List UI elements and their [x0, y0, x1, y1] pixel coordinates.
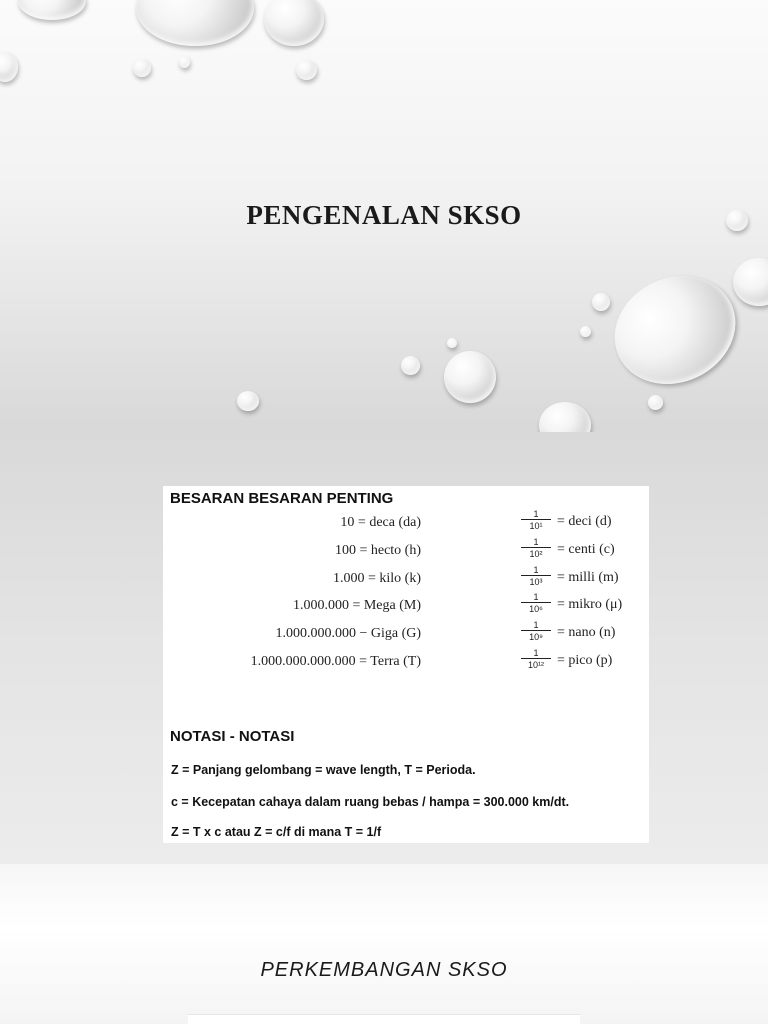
- water-droplet: [264, 0, 324, 46]
- water-droplet: [597, 257, 753, 404]
- water-droplet: [580, 326, 591, 337]
- water-droplet: [447, 338, 457, 348]
- slide-image: [163, 486, 649, 843]
- water-droplet: [592, 293, 610, 311]
- section-heading-notasi: NOTASI - NOTASI: [170, 728, 295, 745]
- prefix-fraction-name: = centi (c): [557, 542, 615, 557]
- prefix-row: [163, 648, 649, 674]
- slide-image-edge: [188, 1014, 580, 1024]
- slide-title: PENGENALAN SKSO: [246, 200, 522, 230]
- title-slide: [0, 0, 768, 432]
- prefix-multiple: 100 = hecto (h): [334, 543, 421, 558]
- water-droplet: [0, 52, 18, 82]
- prefix-multiple: 1.000 = kilo (k): [333, 571, 421, 586]
- prefix-row: [163, 565, 649, 591]
- content-slide: [0, 432, 768, 864]
- prefix-fraction: $\frac{1}{\text{10¹}}$: [521, 509, 551, 531]
- next-slide: [0, 864, 768, 1024]
- prefix-fraction-name: = milli (m): [557, 570, 619, 585]
- water-droplet: [179, 56, 190, 68]
- water-droplet: [648, 395, 663, 410]
- prefix-multiple: 1.000.000.000.000 = Terra (T): [250, 654, 421, 669]
- prefix-fraction: $\frac{1}{\text{10¹²}}$: [521, 648, 551, 670]
- water-droplet: [733, 258, 768, 306]
- prefix-fraction-name: = pico (p): [557, 653, 613, 668]
- section-heading-besaran: BESARAN BESARAN PENTING: [170, 490, 394, 507]
- water-droplet: [539, 402, 591, 432]
- water-droplet: [133, 59, 151, 77]
- water-droplet: [136, 0, 254, 46]
- prefix-fraction-name: = nano (n): [557, 625, 616, 640]
- prefix-row: [163, 509, 649, 535]
- prefix-multiple: 10 = deca (da): [340, 515, 421, 530]
- prefix-fraction-name: = deci (d): [557, 514, 612, 529]
- prefix-multiple: 1.000.000 = Mega (M): [292, 598, 421, 613]
- notation-line: Z = T x c atau Z = c/f di mana T = 1/f: [171, 825, 382, 839]
- prefix-fraction: $\frac{1}{\text{10⁹}}$: [521, 620, 551, 642]
- notation-line: c = Kecepatan cahaya dalam ruang bebas / hampa = 300.000 km/dt.: [171, 795, 570, 809]
- slide-title: PERKEMBANGAN SKSO: [260, 959, 508, 981]
- prefix-fraction: $\frac{1}{\text{10²}}$: [521, 537, 551, 559]
- water-droplet: [18, 0, 86, 20]
- water-droplet: [444, 351, 496, 403]
- water-droplet: [401, 356, 420, 375]
- prefix-fraction-name: = mikro (μ): [557, 597, 623, 612]
- prefix-multiple: 1.000.000.000 − Giga (G): [275, 626, 421, 641]
- notation-line: Z = Panjang gelombang = wave length, T = Perioda.: [171, 763, 476, 777]
- water-droplet: [296, 60, 317, 80]
- prefix-row: [163, 592, 649, 618]
- prefix-row: [163, 620, 649, 646]
- prefix-fraction: $\frac{1}{\text{10³}}$: [521, 565, 551, 587]
- prefix-row: [163, 537, 649, 563]
- prefix-fraction: $\frac{1}{\text{10⁶}}$: [521, 592, 551, 614]
- water-droplet: [237, 391, 259, 411]
